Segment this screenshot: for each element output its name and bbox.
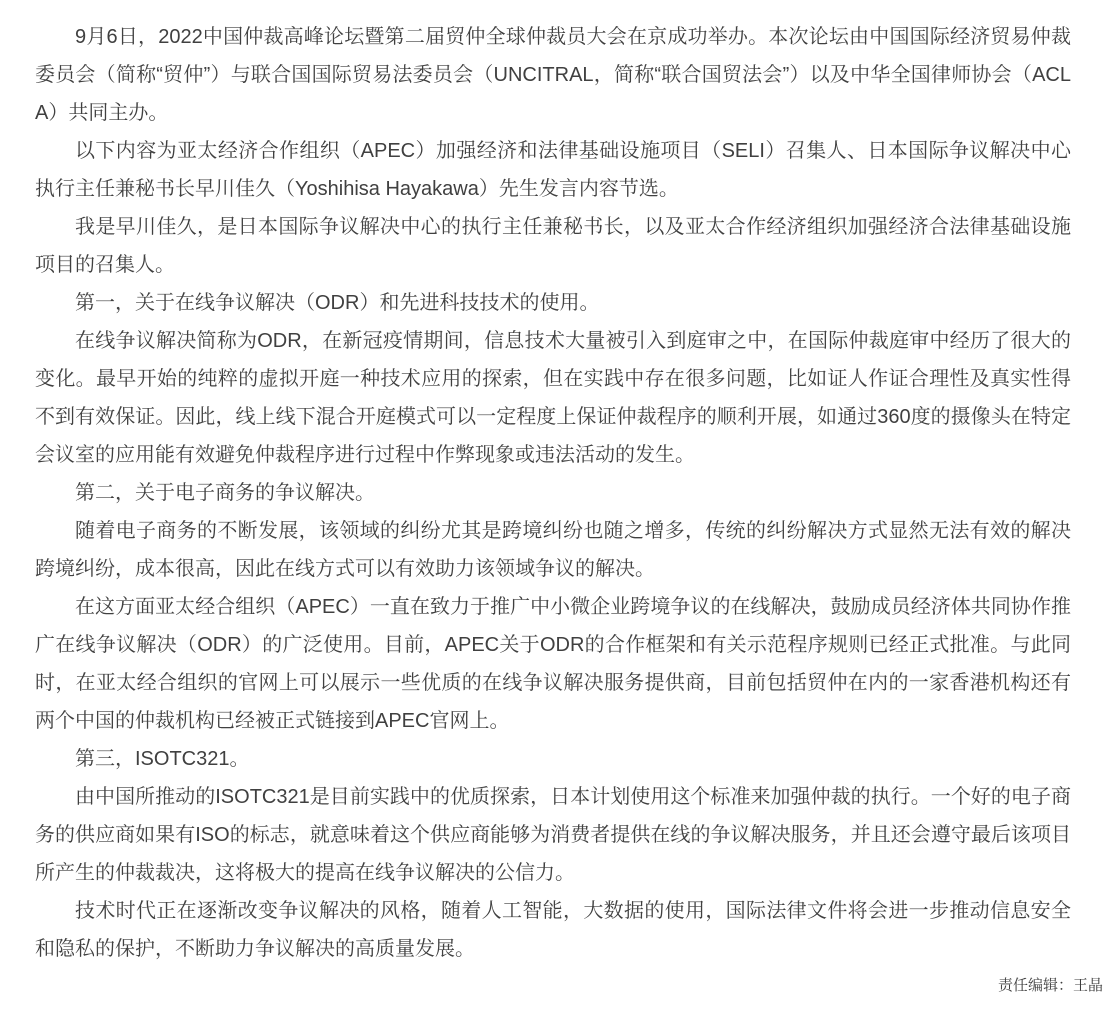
article-paragraph: 第二，关于电子商务的争议解决。: [75, 482, 375, 504]
article-paragraph: 第一，关于在线争议解决（ODR）和先进科技技术的使用。: [75, 292, 600, 314]
article-paragraph: 以下内容为亚太经济合作组织（APEC）加强经济和法律基础设施项目（SELI）召集人、日本国际争议解决中心执行主任兼秘书长早川佳久（Yoshihisa Hayakawa）先生发言内容节选。: [35, 140, 1071, 200]
article-paragraph: 由中国所推动的ISOTC321是目前实践中的优质探索，日本计划使用这个标准来加强仲裁的执行。一个好的电子商务的供应商如果有ISO的标志，就意味着这个供应商能够为消费者提供在线的争议解决服务，并且还会遵守最后该项目所产生的仲裁裁决，这将极大的提高在线争议解决的公信力。: [35, 786, 1071, 884]
article-paragraph: 我是早川佳久，是日本国际争议解决中心的执行主任兼秘书长，以及亚太合作经济组织加强经济合法律基础设施项目的召集人。: [35, 216, 1071, 276]
article-paragraph: 在线争议解决简称为ODR，在新冠疫情期间，信息技术大量被引入到庭审之中，在国际仲裁庭审中经历了很大的变化。最早开始的纯粹的虚拟开庭一种技术应用的探索，但在实践中存在很多问题，比如证人作证合理性及真实性得不到有效保证。因此，线上线下混合开庭模式可以一定程度上保证仲裁程序的顺利开展，如通过360度的摄像头在特定会议室的应用能有效避免仲裁程序进行过程中作弊现象或违法活动的发生。: [35, 330, 1071, 466]
article-paragraph: 在这方面亚太经合组织（APEC）一直在致力于推广中小微企业跨境争议的在线解决，鼓励成员经济体共同协作推广在线争议解决（ODR）的广泛使用。目前，APEC关于ODR的合作框架和有关示范程序规则已经正式批准。与此同时，在亚太经合组织的官网上可以展示一些优质的在线争议解决服务提供商，目前包括贸仲在内的一家香港机构还有两个中国的仲裁机构已经被正式链接到APEC官网上。: [35, 596, 1071, 732]
article-paragraph: 技术时代正在逐渐改变争议解决的风格，随着人工智能，大数据的使用，国际法律文件将会进一步推动信息安全和隐私的保护，不断助力争议解决的高质量发展。: [35, 900, 1071, 960]
article-paragraph: 随着电子商务的不断发展，该领域的纠纷尤其是跨境纠纷也随之增多，传统的纠纷解决方式显然无法有效的解决跨境纠纷，成本很高，因此在线方式可以有效助力该领域争议的解决。: [35, 520, 1071, 580]
article-paragraph: 9月6日，2022中国仲裁高峰论坛暨第二届贸仲全球仲裁员大会在京成功举办。本次论坛由中国国际经济贸易仲裁委员会（简称“贸仲”）与联合国国际贸易法委员会（UNCITRAL，简称“联合国贸法会”）以及中华全国律师协会（ACLA）共同主办。: [35, 26, 1071, 124]
editor-credit: 责任编辑：王晶: [997, 977, 1103, 994]
article-paragraph: 第三，ISOTC321。: [75, 748, 250, 770]
